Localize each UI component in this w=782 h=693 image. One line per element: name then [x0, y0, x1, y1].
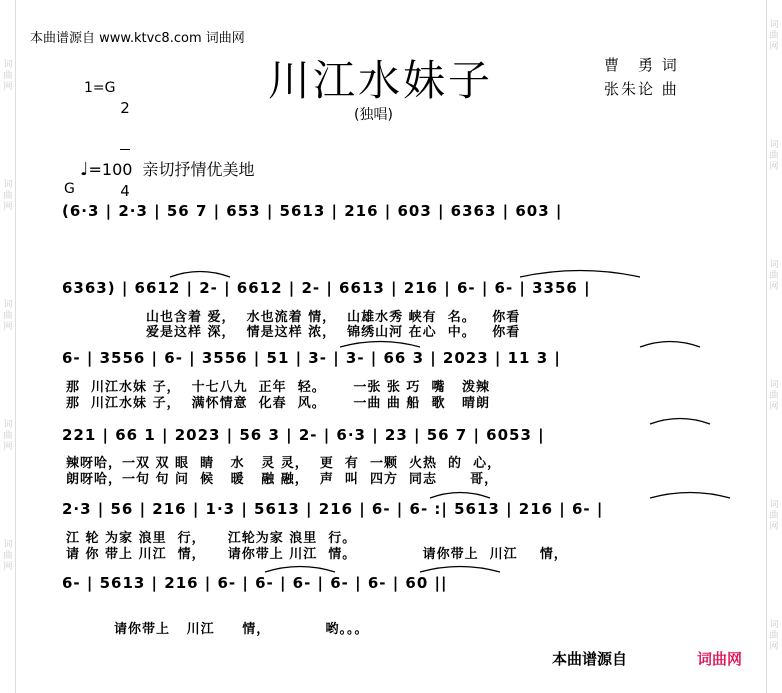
slur-mark — [520, 271, 640, 278]
footer-source: 本曲谱源自 — [552, 650, 628, 668]
composer-credit: 张朱论 曲 — [604, 80, 679, 98]
slur-mark — [420, 567, 500, 573]
lyrics-line-3-verse-1: 那 川江水妹 子， 十七八九 正年 轻。 一张 张 巧 嘴 泼辣 — [66, 380, 491, 395]
quarter-note-icon: ♩ — [80, 159, 89, 180]
watermark-left-4: 词曲网 — [3, 420, 13, 452]
watermark-left-1: 词曲网 — [3, 60, 13, 92]
slur-mark — [430, 493, 490, 499]
watermark-right-5: 词曲网 — [769, 500, 779, 532]
lyrics-line-5-verse-1: 江 轮 为家 浪里 行， 江轮为家 浪里 行。 — [66, 531, 357, 546]
slur-mark — [650, 419, 710, 425]
watermark-right-6: 词曲网 — [769, 620, 779, 652]
time-signature-top: 2 — [120, 99, 130, 117]
lyrics-line-2-verse-2: 爱是这样 深， 情是这样 浓， 锦绣山河 在心 中。 你看 — [146, 325, 521, 340]
tempo-value: =100 — [88, 160, 133, 179]
watermark-left-5: 词曲网 — [3, 540, 13, 572]
time-signature-bottom: 4 — [120, 182, 130, 200]
score-line-1: (6·3 | 2·3 | 56 7 | 653 | 5613 | 216 | 603 | 6363 | 603 | — [62, 202, 563, 220]
key-signature: 1=G — [84, 80, 116, 96]
tempo-expression: 亲切抒情优美地 — [142, 160, 255, 179]
watermark-right-1: 词曲网 — [769, 20, 779, 52]
lyrics-line-3-verse-2: 那 川江水妹 子， 满怀情意 化春 风。 一曲 曲 船 歌 晴朗 — [66, 396, 491, 411]
slur-mark — [265, 567, 335, 573]
footer-site-link[interactable]: 词曲网 — [697, 650, 743, 668]
source-line: 本曲谱源自 www.ktvc8.com 词曲网 — [30, 31, 245, 46]
lyrics-line-6: 请你带上 川江 情， 哟。。。 — [114, 622, 369, 637]
song-subtitle: (独唱) — [354, 107, 393, 123]
score-line-3: 6- | 3556 | 6- | 3556 | 51 | 3- | 3- | 66 3 | 2023 | 11 3 | — [62, 349, 561, 367]
watermark-right-3: 词曲网 — [769, 260, 779, 292]
chord-symbol: G — [64, 181, 75, 197]
watermark-right-4: 词曲网 — [769, 380, 779, 412]
score-line-2: 6363) | 6612 | 2- | 6612 | 2- | 6613 | 216 | 6- | 6- | 3356 | — [62, 279, 591, 297]
lyrics-line-4-verse-2: 朗呀哈，一句 句 问 候 暖 融 融， 声 叫 四方 同志 哥， — [66, 472, 499, 487]
slur-mark — [170, 272, 230, 278]
watermark-left-2: 词曲网 — [3, 180, 13, 212]
slur-mark — [640, 342, 700, 348]
lyrics-line-2-verse-1: 山也含着 爱， 水也流着 情， 山雄水秀 峡有 名。 你看 — [146, 310, 521, 325]
song-title: 川江水妹子 — [268, 56, 494, 105]
score-line-4: 221 | 66 1 | 2023 | 56 3 | 2- | 6·3 | 23 | 56 7 | 6053 | — [62, 426, 545, 444]
lyricist-credit: 曹 勇 词 — [604, 56, 679, 74]
lyrics-line-4-verse-1: 辣呀哈，一双 双 眼 睛 水 灵 灵， 更 有 一颗 火热 的 心， — [66, 456, 502, 471]
slur-mark — [650, 493, 730, 499]
watermark-right-2: 词曲网 — [769, 140, 779, 172]
slur-mark — [340, 342, 420, 348]
watermark-left-3: 词曲网 — [3, 300, 13, 332]
lyrics-line-5-verse-2: 请 你 带上 川江 情， 请你带上 川江 情。 请你带上 川江 情， — [66, 547, 568, 562]
score-line-6: 6- | 5613 | 216 | 6- | 6- | 6- | 6- | 6- | 60 || — [62, 574, 448, 592]
score-line-5: 2·3 | 56 | 216 | 1·3 | 5613 | 216 | 6- | 6- :| 5613 | 216 | 6- | — [62, 500, 604, 518]
